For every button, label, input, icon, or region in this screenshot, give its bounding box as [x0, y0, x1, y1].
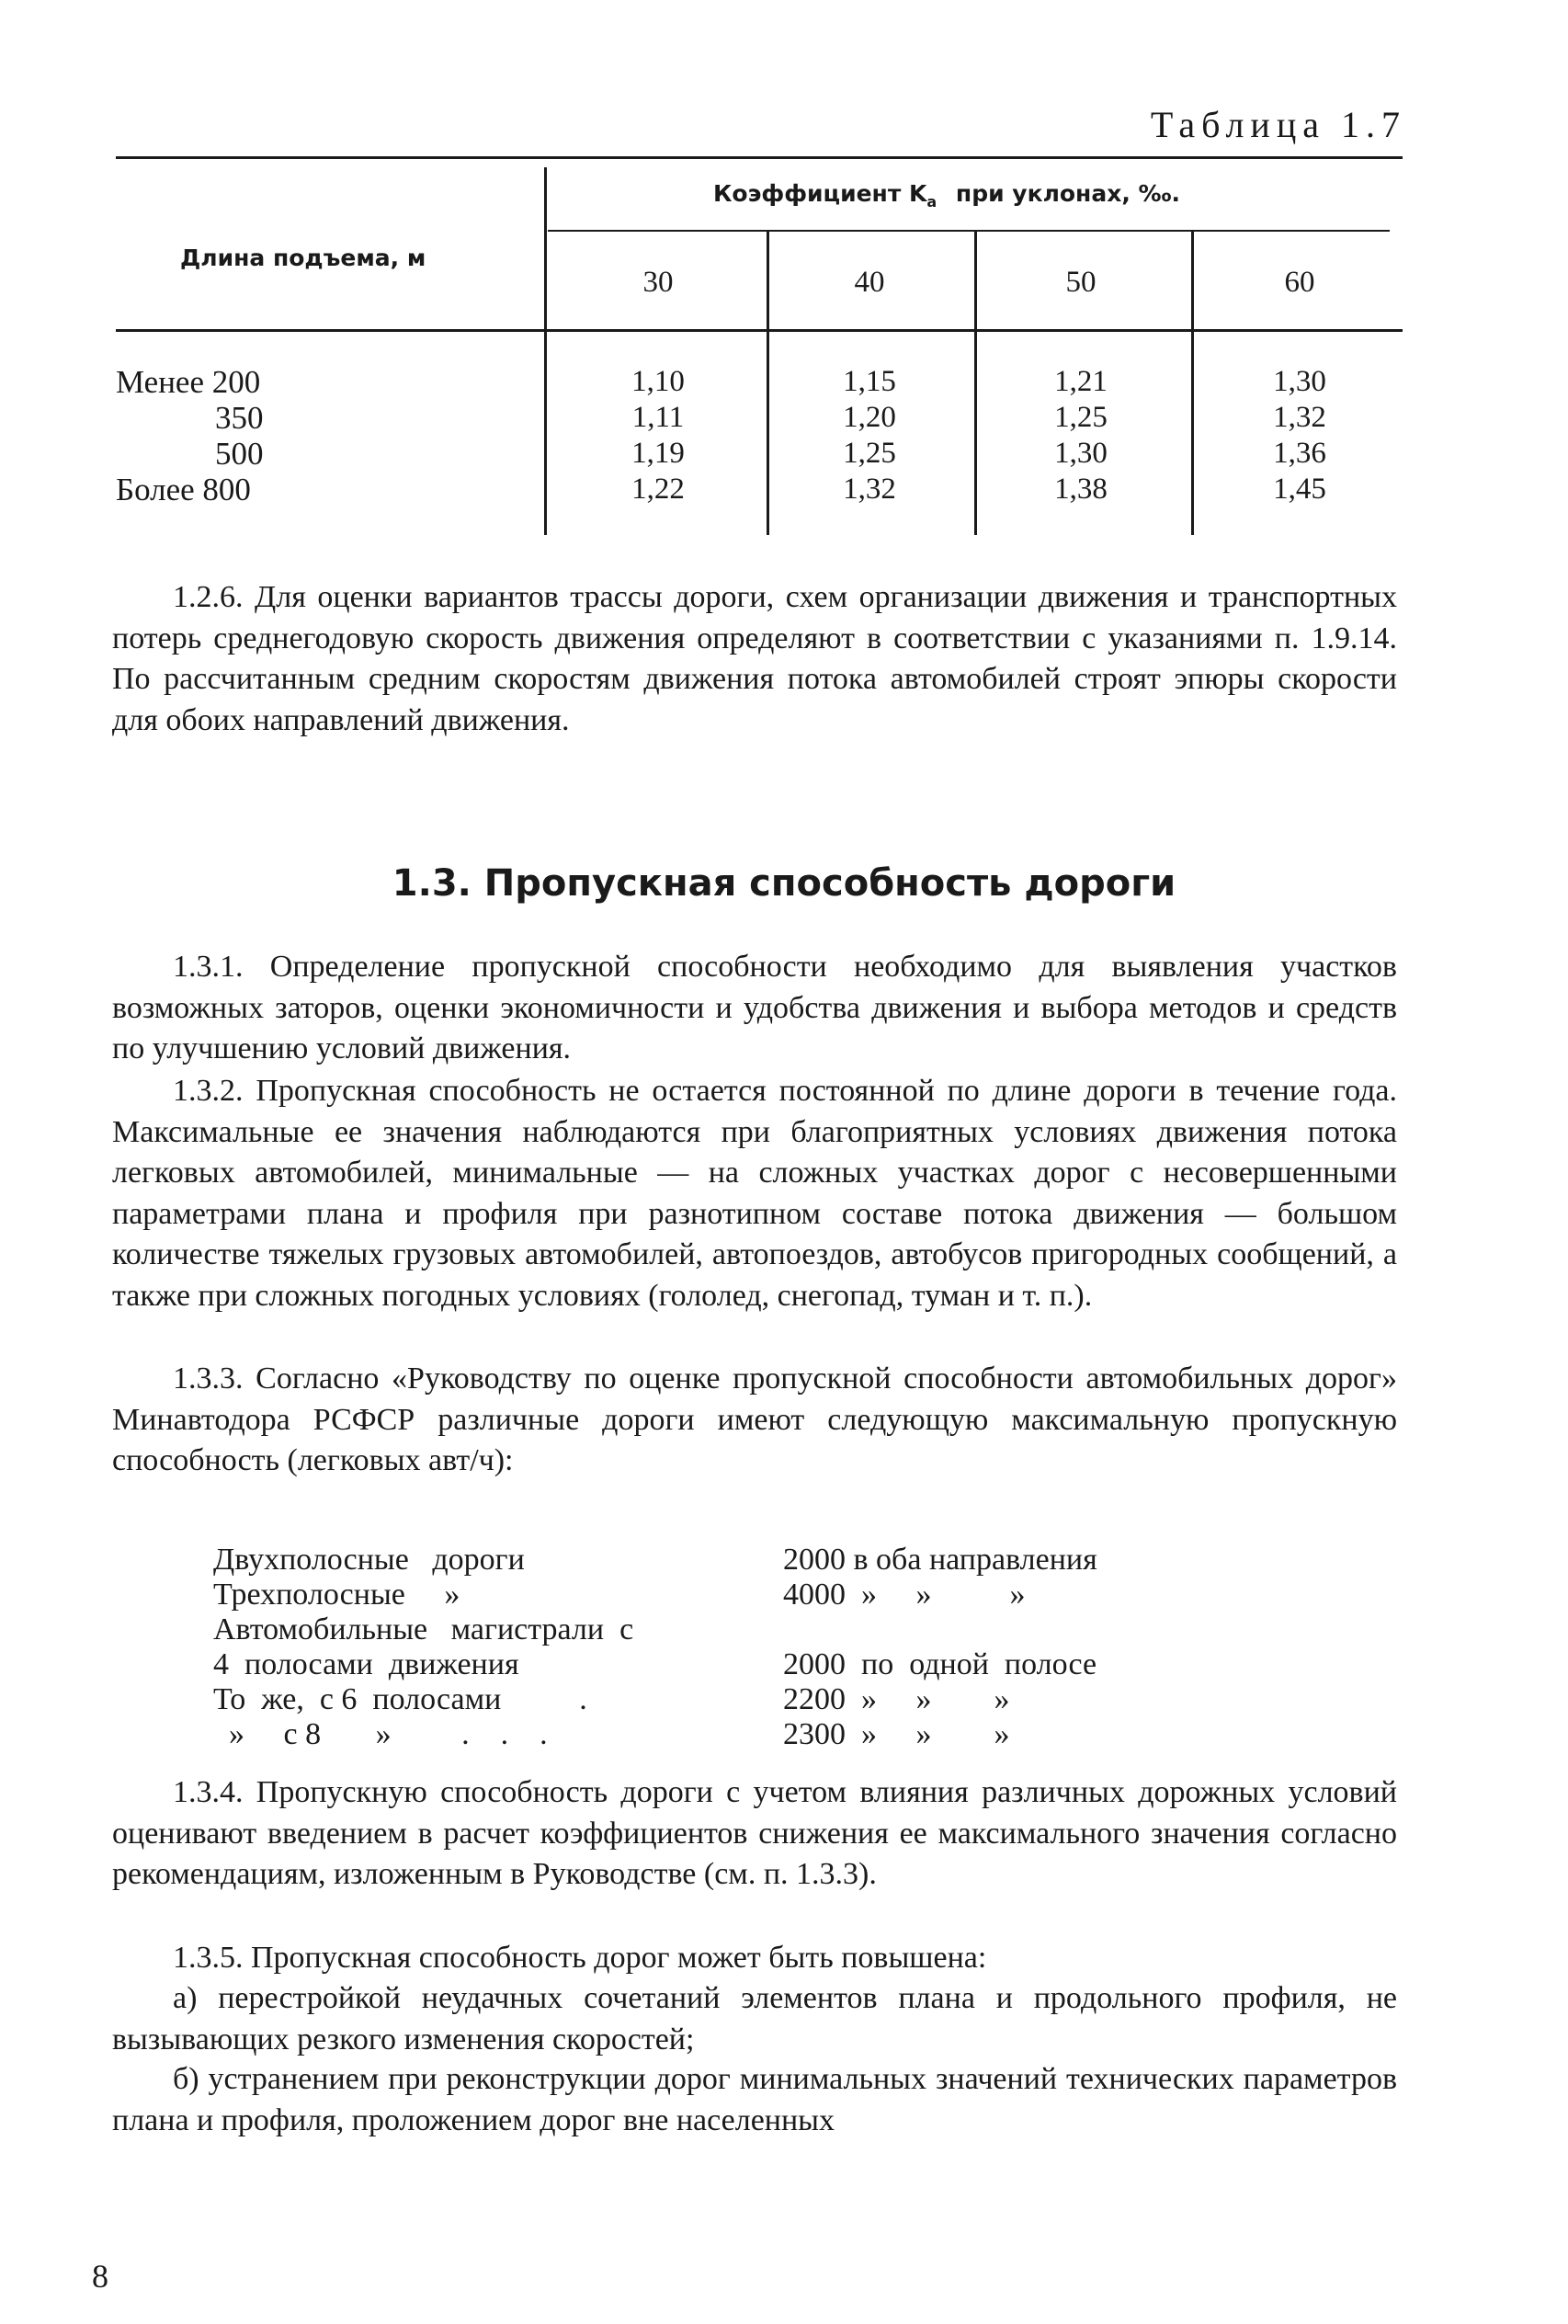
table-cell: 1,45 — [1273, 473, 1326, 506]
list-item-value: 2200 » » » — [783, 1682, 1010, 1716]
list-item — [213, 1612, 1261, 1647]
list-item-value: 2000 в оба направления — [783, 1543, 1097, 1577]
row-label: Более 800 — [116, 472, 251, 507]
table-cell: 1,32 — [1273, 401, 1326, 434]
header-bottom-rule — [116, 329, 1403, 332]
row-header: Длина подъема, м — [180, 245, 426, 271]
list-item-value: 4000 » » » — [783, 1578, 1026, 1612]
group-header-sub: a — [926, 193, 937, 211]
table-vline-4 — [1191, 232, 1194, 535]
group-header-main: Коэффициент K — [713, 180, 927, 207]
table-cell: 1,30 — [1273, 365, 1326, 398]
table-cell: 1,30 — [1054, 437, 1108, 470]
paragraph-1-3-2: 1.3.2. Пропускная способность не остается постоянной по длине дороги в течение года. Максимальные ее значения наблюдаются при благоприятных условиях движения потока легковых автомобилей, минимальные — на сложных участках дорог с несовершенными параметрами плана и профиля при разнотипном составе потока движения — большом количестве тяжелых грузовых автомобилей, автопоездов, автобусов пригородных сообщений, а также при сложных погодных условиях (гололед, снегопад, туман и т. п.). — [112, 1074, 1397, 1313]
page-number: 8 — [92, 2258, 108, 2295]
table-caption: Таблица 1.7 — [1150, 104, 1406, 145]
group-header — [713, 180, 1180, 211]
table-cell: 1,15 — [843, 365, 896, 398]
paragraph-1-3-5-b: б) устранением при реконструкции дорог минимальных значений технических параметров плана и профиля, проложением дорог вне населенных — [112, 2062, 1397, 2137]
paragraph-1-2-6: 1.2.6. Для оценки вариантов трассы дороги, схем организации движения и транспортных потерь среднегодовую скорость движения определяют в соответствии с указаниями п. 1.9.14. По рассчитанным средним скоростям движения потока автомобилей строят эпюры скорости для обоих направлений движения. — [112, 580, 1397, 737]
table-cell: 1,21 — [1054, 365, 1108, 398]
paragraph-1-3-4: 1.3.4. Пропускную способность дороги с учетом влияния различных дорожных условий оценивают введением в расчет коэффициентов снижения ее максимального значения согласно рекомендациям, изложенным в Руководстве (см. п. 1.3.3). — [112, 1775, 1397, 1891]
table-cell: 1,38 — [1054, 473, 1108, 506]
coefficient-table — [116, 156, 1403, 542]
paragraph-1-3-5: 1.3.5. Пропускная способность дорог может быть повышена: — [173, 1941, 987, 1975]
list-item — [213, 1578, 1261, 1612]
paragraph-1-3-5-a: а) перестройкой неудачных сочетаний элементов плана и продольного профиля, не вызывающих резкого изменения скоростей; — [112, 1981, 1397, 2056]
column-header: 30 — [642, 266, 674, 299]
table-cell: 1,32 — [843, 473, 896, 506]
column-header: 50 — [1065, 266, 1096, 299]
table-vline-3 — [974, 232, 977, 535]
list-item-label: » с 8 » . . . — [213, 1717, 548, 1751]
table-cell: 1,25 — [1054, 401, 1108, 434]
list-item-label: Двухполосные дороги — [213, 1543, 525, 1577]
table-cell: 1,10 — [631, 365, 685, 398]
list-item-value: 2300 » » » — [783, 1717, 1010, 1751]
table-cell: 1,36 — [1273, 437, 1326, 470]
road-capacity-list — [213, 1543, 1261, 1752]
group-header-rule — [548, 230, 1390, 232]
table-cell: 1,25 — [843, 437, 896, 470]
section-title: 1.3. Пропускная способность дороги — [392, 862, 1176, 905]
table-cell: 1,22 — [631, 473, 685, 506]
table-vline-2 — [767, 232, 769, 535]
table-top-rule — [116, 156, 1403, 159]
row-label: 350 — [215, 400, 264, 436]
list-item-label: 4 полосами движения — [213, 1647, 519, 1681]
paragraph-1-3-3: 1.3.3. Согласно «Руководству по оценке пропускной способности автомобильных дорог» Минавтодора РСФСР различные дороги имеют следующую максимальную пропускную способность (легковых авт/ч): — [112, 1361, 1397, 1477]
list-item — [213, 1543, 1261, 1578]
list-item — [213, 1647, 1261, 1682]
list-item-label: Автомобильные магистрали с — [213, 1612, 634, 1646]
table-cell: 1,11 — [631, 401, 685, 434]
row-label: Менее 200 — [116, 364, 261, 400]
list-item — [213, 1717, 1261, 1752]
list-item-label: Трехполосные » — [213, 1578, 460, 1612]
column-header: 40 — [854, 266, 885, 299]
list-item-label: То же, с 6 полосами . — [213, 1682, 587, 1716]
paragraph-1-3-1: 1.3.1. Определение пропускной способности необходимо для выявления участков возможных заторов, оценки экономичности и удобства движения и выбора методов и средств по улучшению условий движения. — [112, 950, 1397, 1065]
table-vline-1 — [544, 167, 547, 535]
list-item — [213, 1682, 1261, 1717]
row-label: 500 — [215, 436, 264, 472]
group-header-tail: при уклонах, ‰. — [955, 180, 1181, 207]
table-cell: 1,19 — [631, 437, 685, 470]
list-item-value: 2000 по одной полосе — [783, 1647, 1097, 1681]
column-header: 60 — [1284, 266, 1315, 299]
table-cell: 1,20 — [843, 401, 896, 434]
